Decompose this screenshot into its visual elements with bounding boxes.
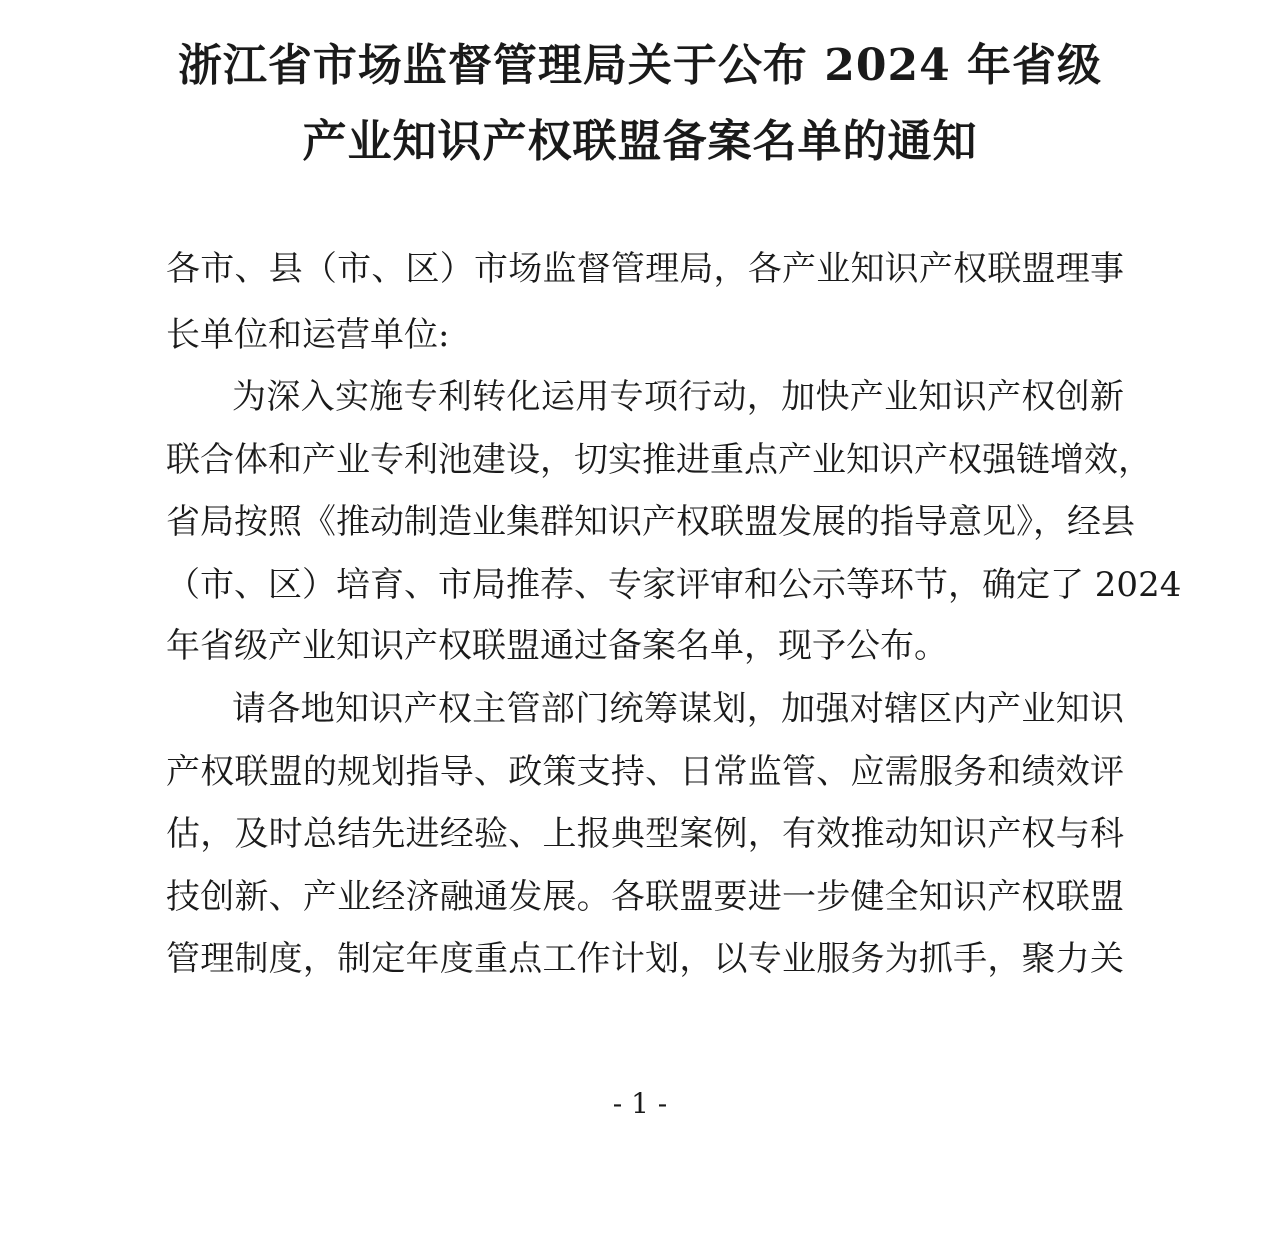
paragraph-2-line-4: 技创新、产业经济融通发展。各联盟要进一步健全知识产权联盟 bbox=[166, 877, 1124, 917]
salutation-line-1: 各市、县（市、区）市场监督管理局，各产业知识产权联盟理事 bbox=[166, 249, 1124, 289]
paragraph-2-line-2: 产权联盟的规划指导、政策支持、日常监管、应需服务和绩效评 bbox=[166, 752, 1124, 792]
paragraph-2-line-1: 请各地知识产权主管部门统筹谋划，加强对辖区内产业知识 bbox=[232, 689, 1124, 729]
paragraph-1-line-5: 年省级产业知识产权联盟通过备案名单，现予公布。 bbox=[166, 626, 948, 666]
paragraph-1-line-4: （市、区）培育、市局推荐、专家评审和公示等环节，确定了 2024 bbox=[166, 565, 1182, 605]
page-number: - 1 - bbox=[612, 1087, 668, 1120]
paragraph-1-line-2: 联合体和产业专利池建设，切实推进重点产业知识产权强链增效， bbox=[166, 440, 1152, 480]
document-title-line-1: 浙江省市场监督管理局关于公布 2024 年省级 bbox=[177, 40, 1103, 91]
paragraph-1-line-1: 为深入实施专利转化运用专项行动，加快产业知识产权创新 bbox=[232, 377, 1124, 417]
salutation-line-2: 长单位和运营单位: bbox=[166, 315, 450, 355]
document-title-line-2: 产业知识产权联盟备案名单的通知 bbox=[302, 116, 978, 167]
paragraph-1-line-3: 省局按照《推动制造业集群知识产权联盟发展的指导意见》，经县 bbox=[166, 502, 1135, 542]
paragraph-2-line-3: 估，及时总结先进经验、上报典型案例，有效推动知识产权与科 bbox=[166, 814, 1124, 854]
paragraph-2-line-5: 管理制度，制定年度重点工作计划，以专业服务为抓手，聚力关 bbox=[166, 939, 1124, 979]
